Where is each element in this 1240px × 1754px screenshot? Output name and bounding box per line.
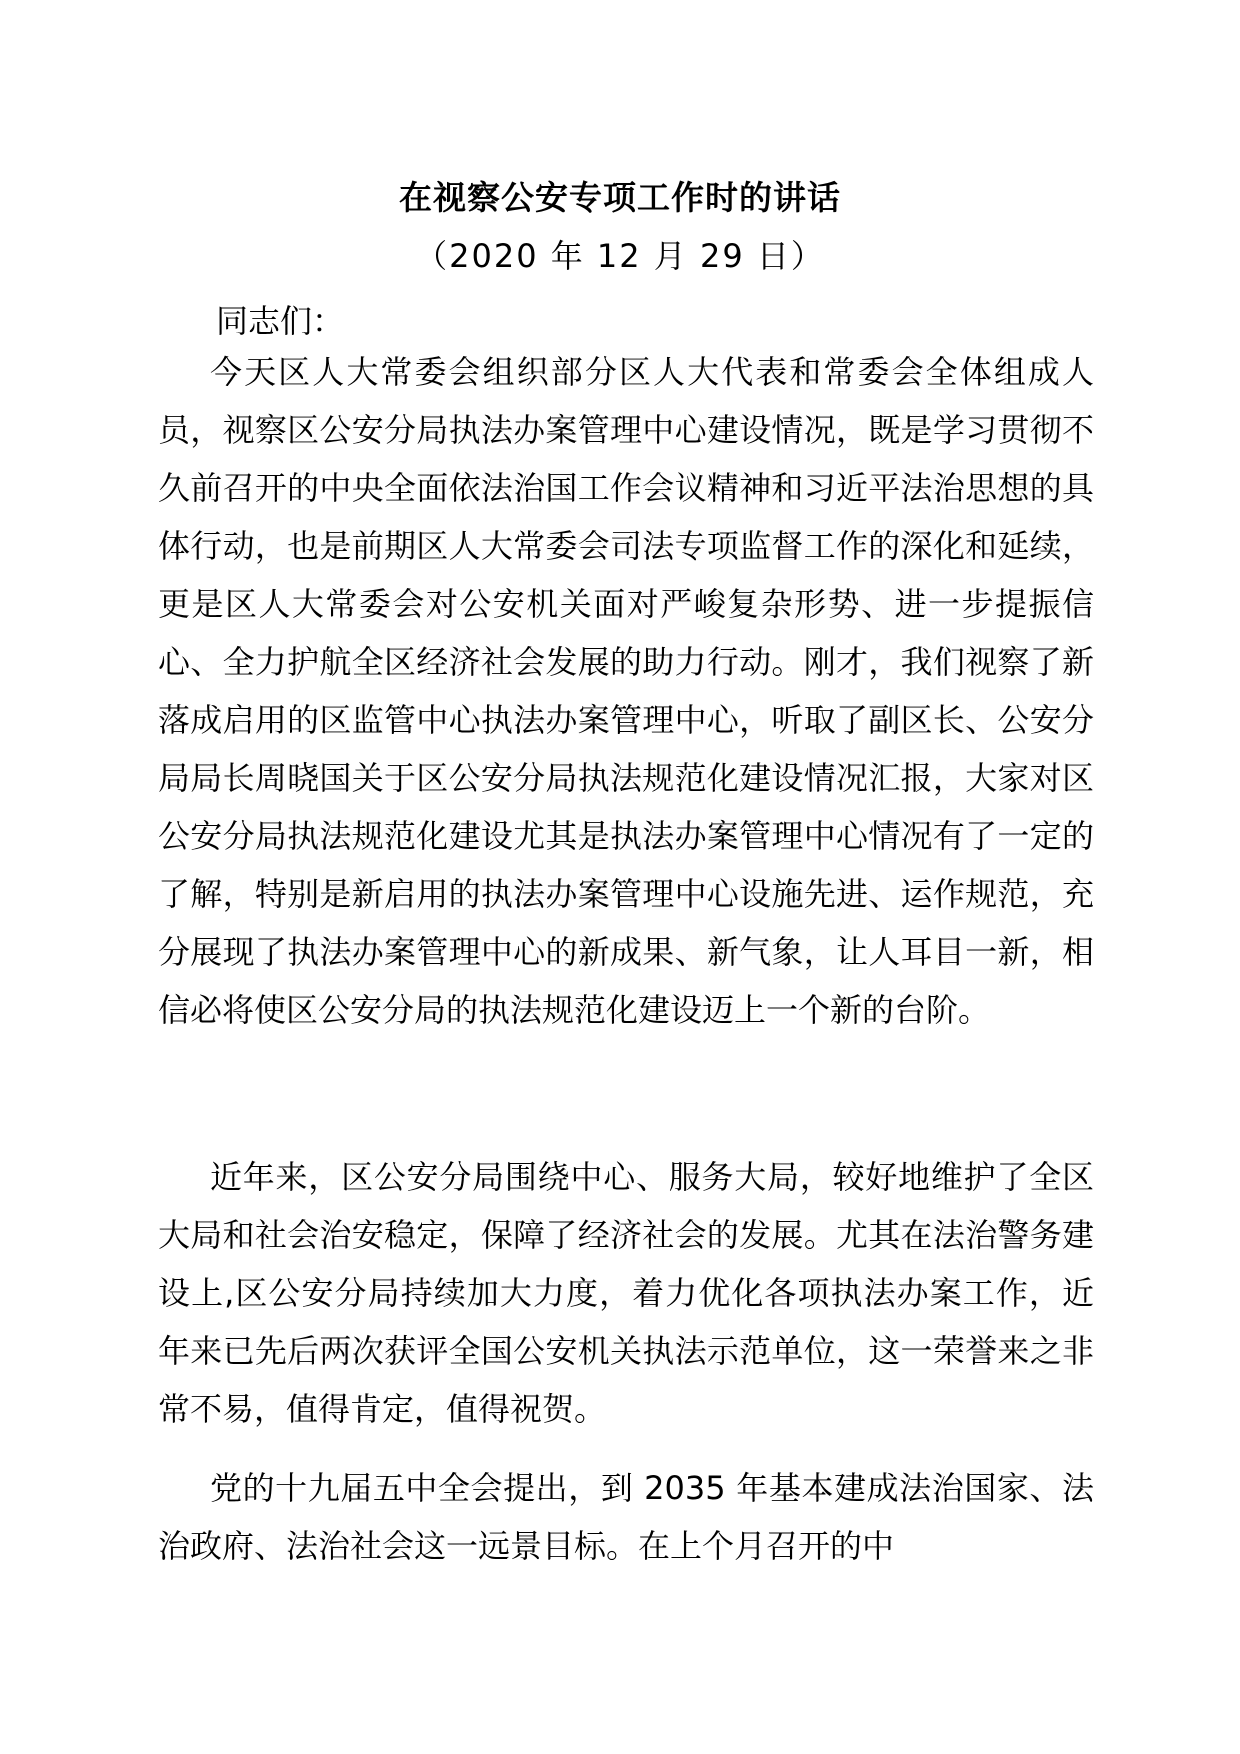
document-title: 在视察公安专项工作时的讲话 bbox=[399, 178, 841, 217]
paragraph-1: 今天区人大常委会组织部分区人大代表和常委会全体组成人员，视察区公安分局执法办案管理中心建设情况，既是学习贯彻不久前召开的中央全面依法治国工作会议精神和习近平法治思想的具体行动，也是前期区人大常委会司法专项监督工作的深化和延续，更是区人大常委会对公安机关面对严峻复杂形势、进一步提振信心、全力护航全区经济社会发展的助力行动。刚才，我们视察了新落成启用的区监管中心执法办案管理中心，听取了副区长、公安分局局长周晓国关于区公安分局执法规范化建设情况汇报，大家对区公安分局执法规范化建设尤其是执法办案管理中心情况有了一定的了解，特别是新启用的执法办案管理中心设施先进、运作规范，充分展现了执法办案管理中心的新成果、新气象，让人耳目一新，相信必将使区公安分局的执法规范化建设迈上一个新的台阶。 bbox=[158, 353, 1094, 1029]
salutation: 同志们： bbox=[216, 302, 345, 340]
paragraph-3: 党的十九届五中全会提出，到 2035 年基本建成法治国家、法治政府、法治社会这一远景目标。在上个月召开的中 bbox=[158, 1469, 1094, 1565]
paragraph-2: 近年来，区公安分局围绕中心、服务大局，较好地维护了全区大局和社会治安稳定，保障了经济社会的发展。尤其在法治警务建设上,区公安分局持续加大力度，着力优化各项执法办案工作，近年来已先后两次获评全国公安机关执法示范单位，这一荣誉来之非常不易，值得肯定，值得祝贺。 bbox=[158, 1158, 1094, 1428]
document-date: （2020 年 12 月 29 日） bbox=[415, 237, 825, 275]
